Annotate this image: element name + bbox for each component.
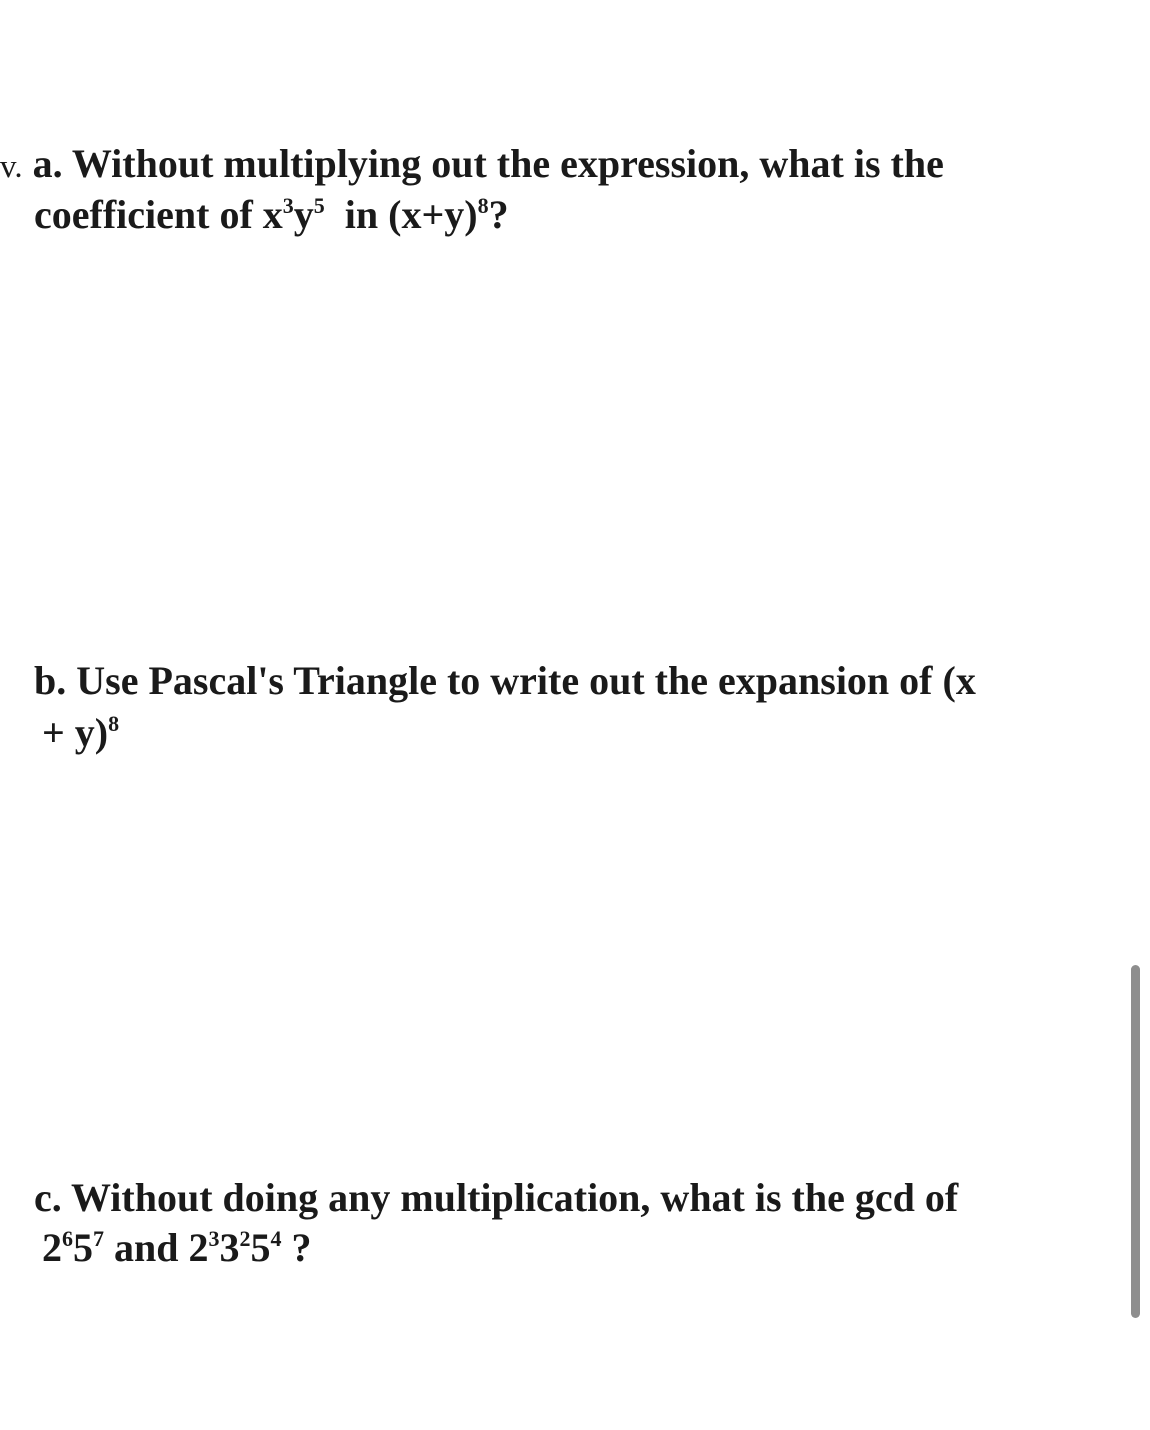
question-a-line-2	[34, 189, 509, 240]
question-mark: ?	[488, 192, 509, 237]
exponent: 7	[93, 1226, 104, 1251]
question-number: v.	[0, 149, 23, 185]
question-c-line-1	[34, 1172, 958, 1223]
exponent: 3	[208, 1226, 220, 1251]
exponent: 3	[282, 193, 294, 218]
question-b-text: b. Use Pascal's Triangle to write out the expansion of (x	[34, 658, 976, 703]
question-a-line-1	[0, 138, 944, 193]
question-b-line-1	[34, 655, 976, 706]
base: 2	[42, 1225, 62, 1270]
exponent: 4	[270, 1226, 282, 1251]
conjunction: and	[104, 1225, 189, 1270]
vertical-scrollbar[interactable]	[1131, 965, 1140, 1318]
question-mark: ?	[281, 1225, 312, 1270]
base: 3	[219, 1225, 240, 1270]
question-b-line-2	[42, 707, 119, 758]
base: 5	[250, 1225, 271, 1270]
question-a-binomial-text: in (x+y)	[324, 192, 478, 237]
base: 2	[188, 1225, 209, 1270]
variable-y: y	[293, 192, 314, 237]
exponent: 6	[62, 1226, 73, 1251]
question-c-line-2	[42, 1222, 312, 1273]
exponent: 5	[313, 193, 325, 218]
question-b-binomial-text: + y)	[42, 710, 109, 755]
exponent: 8	[108, 711, 120, 736]
base: 5	[73, 1225, 93, 1270]
question-a-coefficient-text: coefficient of x	[34, 192, 283, 237]
question-a-text: a. Without multiplying out the expression, what is the	[32, 141, 944, 186]
question-c-text: c. Without doing any multiplication, what is the gcd of	[34, 1175, 959, 1220]
exponent: 8	[477, 193, 489, 218]
exponent: 2	[239, 1226, 251, 1251]
